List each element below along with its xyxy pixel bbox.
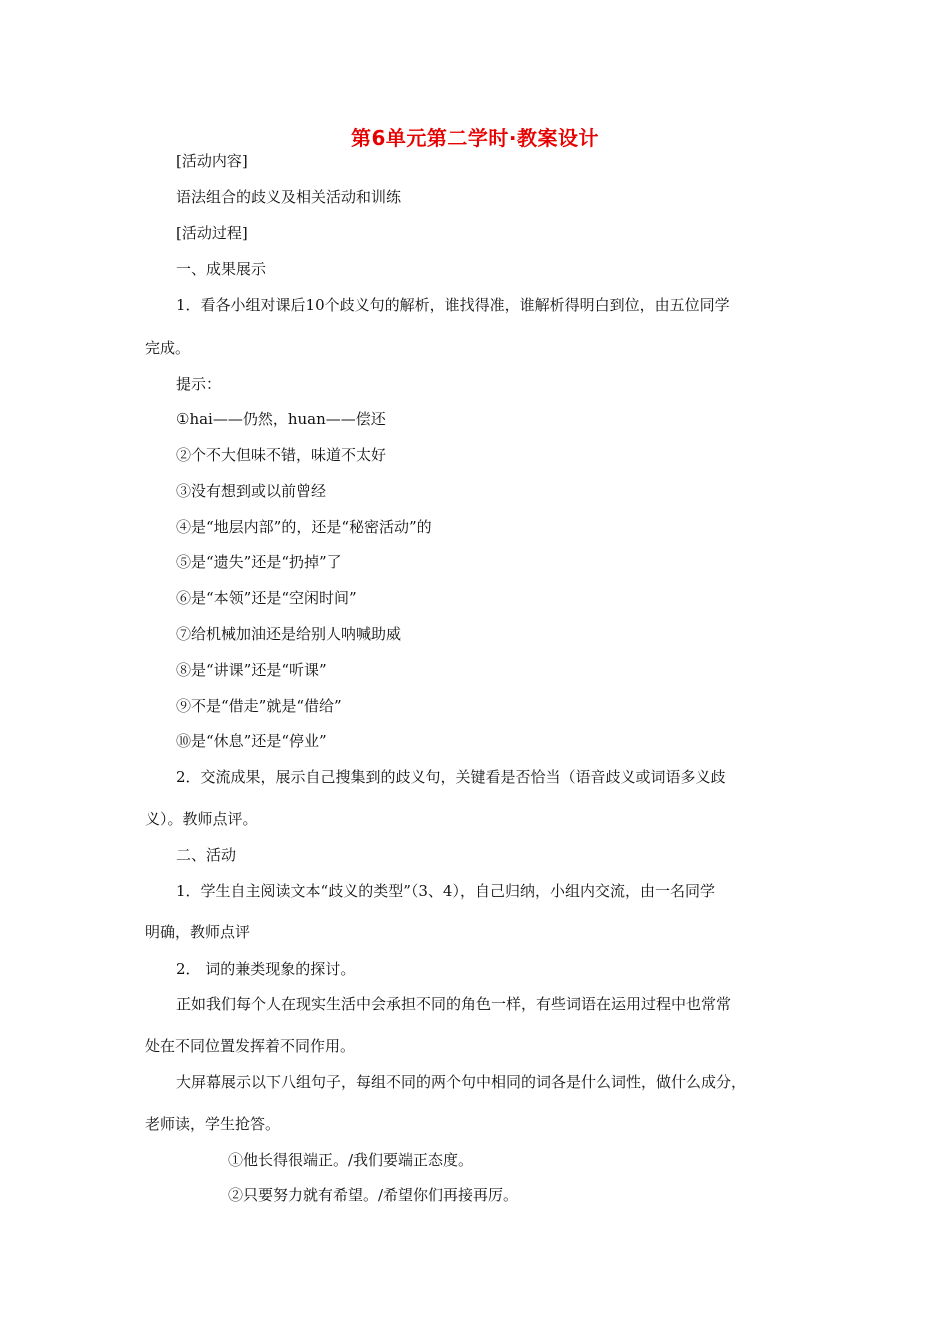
list-item: ③没有想到或以前曾经 [176, 482, 327, 500]
list-item: ①hai——仍然，huan——偿还 [176, 410, 386, 428]
list-item: ④是“地层内部”的，还是“秘密活动”的 [176, 518, 432, 536]
list-item: ⑥是“本领”还是“空闲时间” [176, 589, 357, 607]
hint-label: 提示： [176, 375, 222, 393]
paragraph-continuation: 完成。 [145, 339, 191, 357]
list-item: ⑦给机械加油还是给别人呐喊助威 [176, 625, 402, 643]
heading-achievements: 一、成果展示 [176, 260, 267, 278]
paragraph: 正如我们每个人在现实生活中会承担不同的角色一样，有些词语在运用过程中也常常 [176, 995, 732, 1013]
list-item: ⑧是“讲课”还是“听课” [176, 661, 327, 679]
list-item: ⑨不是“借走”就是“借给” [176, 697, 342, 715]
paragraph-continuation: 明确，教师点评 [145, 923, 251, 941]
list-item: ②个不大但味不错，味道不太好 [176, 446, 387, 464]
paragraph-continuation: 义）。教师点评。 [145, 810, 258, 828]
paragraph: 2．交流成果，展示自己搜集到的歧义句，关键看是否恰当（语音歧义或词语多义歧 [176, 768, 726, 786]
paragraph: 1．学生自主阅读文本“歧义的类型”（3、4），自己归纳，小组内交流，由一名同学 [176, 882, 715, 900]
section-label-activity-content: [活动内容] [176, 152, 248, 170]
list-item: ⑤是“遗失”还是“扔掉”了 [176, 553, 342, 571]
document-title: 第6单元第二学时·教案设计 [350, 126, 599, 150]
paragraph-continuation: 处在不同位置发挥着不同作用。 [145, 1037, 356, 1055]
paragraph: 语法组合的歧义及相关活动和训练 [176, 188, 402, 206]
paragraph: 大屏幕展示以下八组句子，每组不同的两个句中相同的词各是什么词性，做什么成分， [176, 1073, 747, 1091]
list-item: ⑩是“休息”还是“停业” [176, 732, 327, 750]
example-sentence: ①他长得很端正。/我们要端正态度。 [228, 1151, 474, 1169]
paragraph: 2． 词的兼类现象的探讨。 [176, 960, 356, 978]
section-label-activity-process: [活动过程] [176, 224, 248, 242]
paragraph-continuation: 老师读，学生抢答。 [145, 1115, 281, 1133]
example-sentence: ②只要努力就有希望。/希望你们再接再厉。 [228, 1186, 519, 1204]
heading-activity: 二、活动 [176, 846, 237, 864]
paragraph: 1．看各小组对课后10个歧义句的解析，谁找得准，谁解析得明白到位，由五位同学 [176, 296, 730, 314]
